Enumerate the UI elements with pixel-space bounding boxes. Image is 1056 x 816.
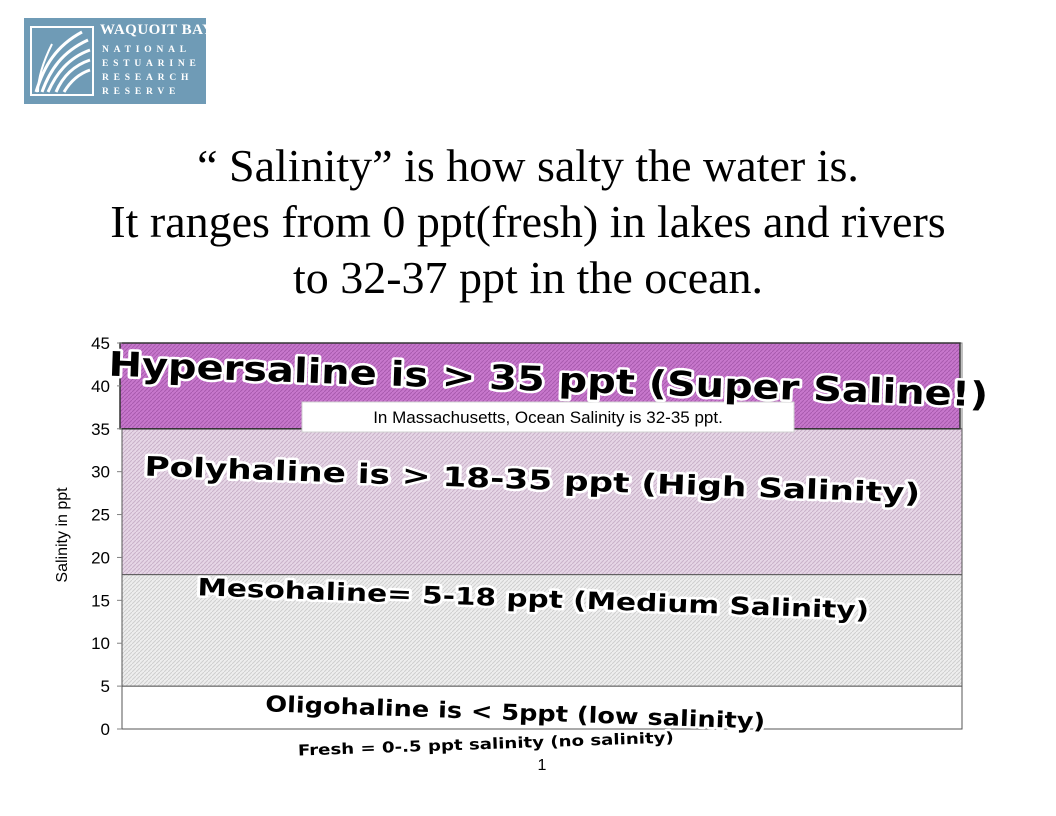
y-tick-label: 10 — [91, 634, 110, 654]
logo-line-reserve: RESERVE — [102, 87, 181, 97]
logo-line-national: NATIONAL — [102, 45, 191, 55]
logo-line-estuarine: ESTUARINE — [102, 59, 201, 69]
y-tick-label: 15 — [91, 591, 110, 611]
massachusetts-callout — [302, 402, 794, 432]
massachusetts-annotation: In Massachusetts, Ocean Salinity is 32-35 ppt. — [373, 408, 723, 427]
x-tick-label: 1 — [537, 757, 547, 774]
y-tick-label: 45 — [91, 334, 110, 353]
label-mesohaline: Mesohaline= 5-18 ppt (Medium Salinity) — [196, 573, 744, 621]
label-hypersaline: Hypersaline is > 35 ppt (Super Saline!) — [107, 344, 859, 411]
y-tick-label: 40 — [91, 376, 110, 396]
y-tick-label: 5 — [100, 677, 110, 697]
y-tick-label: 30 — [91, 462, 110, 482]
y-tick-label: 0 — [100, 720, 110, 739]
y-tick-label: 35 — [91, 419, 110, 439]
label-oligohaline: Oligohaline is < 5ppt (low salinity) — [264, 692, 696, 733]
headline-line-3: to 32-37 ppt in the ocean. — [292, 252, 764, 303]
headline-line-1: “ Salinity” is how salty the water is. — [197, 140, 859, 191]
y-tick-label: 25 — [91, 505, 110, 525]
label-fresh: Fresh = 0-.5 ppt salinity (no salinity) — [297, 730, 609, 760]
y-tick-label: 20 — [91, 548, 110, 568]
y-axis-label: Salinity in ppt — [54, 487, 71, 583]
headline-line-2: It ranges from 0 ppt(fresh) in lakes and rivers — [110, 196, 946, 247]
y-axis-ticks — [91, 334, 122, 739]
label-polyhaline: Polyhaline is > 18-35 ppt (High Salinity) — [143, 451, 756, 504]
logo-line-research: RESEARCH — [102, 73, 194, 83]
logo-title: WAQUOIT BAY — [100, 22, 214, 38]
